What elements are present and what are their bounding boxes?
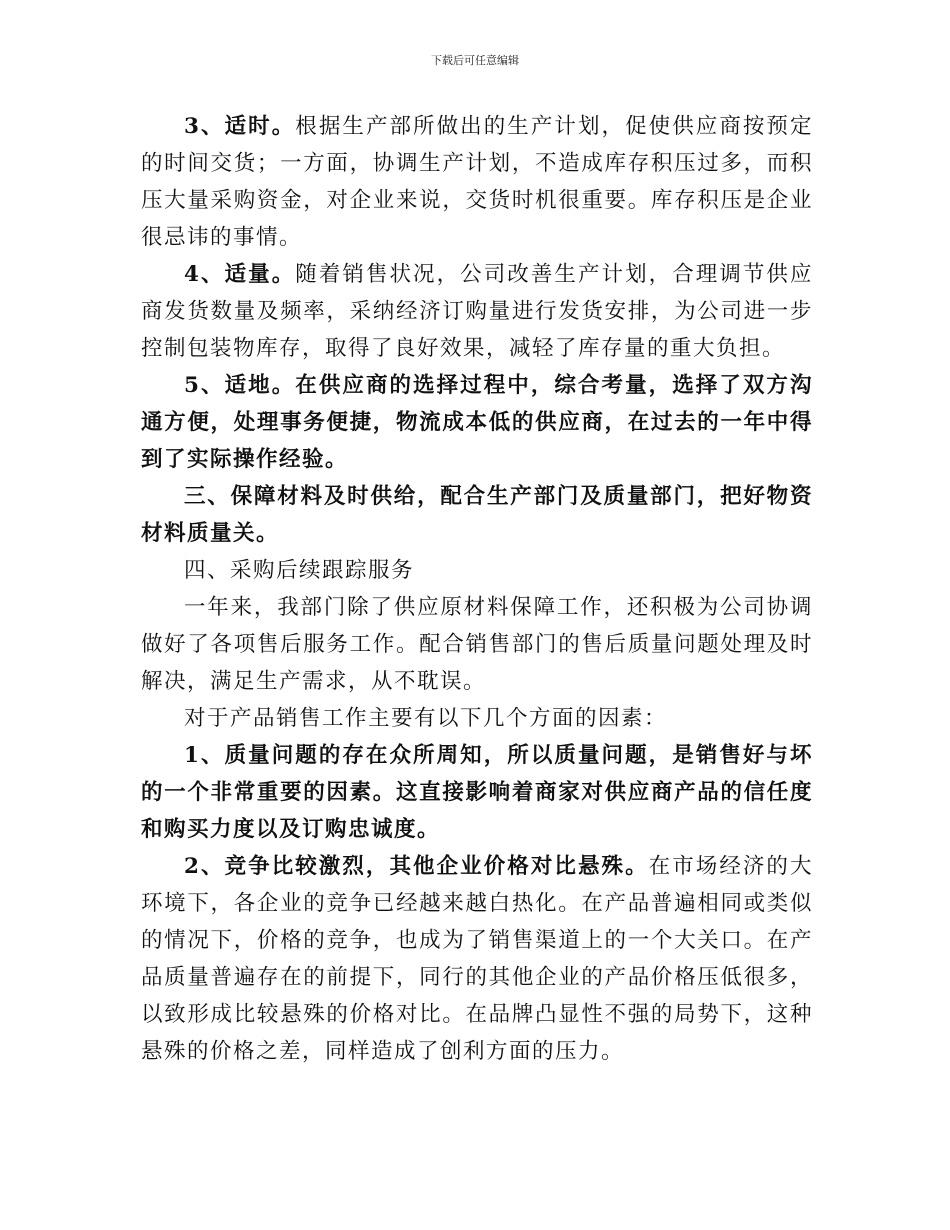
- paragraph-lead: 5、适地。: [184, 373, 296, 398]
- paragraph-factors-intro: [141, 700, 813, 737]
- paragraph-quantity: [141, 256, 813, 367]
- paragraph-text: 在供应商的选择过程中，综合考量，选择了双方沟通方便，处理事务便捷，物流成本低的供应商，在过去的一年中得到了实际操作经验。: [141, 373, 813, 472]
- paragraph-text: 对于产品销售工作主要有以下几个方面的因素：: [184, 706, 668, 731]
- paragraph-factor-competition: [141, 848, 813, 1070]
- section-heading-three: [141, 478, 813, 552]
- paragraph-text: 随着销售状况，公司改善生产计划，合理调节供应商发货数量及频率，采纳经济订购量进行发货安排，为公司进一步控制包装物库存，取得了良好效果，减轻了库存量的重大负担。: [141, 262, 813, 361]
- paragraph-location: [141, 367, 813, 478]
- paragraph-text: 一年来，我部门除了供应原材料保障工作，还积极为公司协调做好了各项售后服务工作。配合销售部门的售后质量问题处理及时解决，满足生产需求，从不耽误。: [141, 595, 813, 694]
- paragraph-text: 根据生产部所做出的生产计划，促使供应商按预定的时间交货；一方面，协调生产计划，不造成库存积压过多，而积压大量采购资金，对企业来说，交货时机很重要。库存积压是企业很忌讳的事情。: [141, 114, 813, 250]
- document-body: [141, 108, 813, 1070]
- paragraph-factor-quality: [141, 737, 813, 848]
- page-header: 下载后可任意编辑: [431, 54, 519, 67]
- paragraph-text: 在市场经济的大环境下，各企业的竞争已经越来越白热化。在产品普遍相同或类似的情况下，价格的竞争，也成为了销售渠道上的一个大关口。在产品质量普遍存在的前提下，同行的其他企业的产品价格压低很多，以致形成比较悬殊的价格对比。在品牌凸显性不强的局势下，这种悬殊的价格之差，同样造成了创利方面的压力。: [141, 854, 813, 1064]
- paragraph-lead: 4、适量。: [184, 262, 296, 287]
- paragraph-timely: [141, 108, 813, 256]
- section-heading-four: [141, 552, 813, 589]
- paragraph-service: [141, 589, 813, 700]
- paragraph-lead: 2、竞争比较激烈，其他企业价格对比悬殊。: [184, 854, 649, 879]
- paragraph-lead: 3、适时。: [184, 114, 296, 139]
- heading-text: 四、采购后续跟踪服务: [184, 558, 415, 583]
- heading-text: 三、保障材料及时供给，配合生产部门及质量部门，把好物资材料质量关。: [141, 484, 813, 546]
- paragraph-text: 1、质量问题的存在众所周知，所以质量问题，是销售好与坏的一个非常重要的因素。这直接影响着商家对供应商产品的信任度和购买力度以及订购忠诚度。: [141, 743, 813, 842]
